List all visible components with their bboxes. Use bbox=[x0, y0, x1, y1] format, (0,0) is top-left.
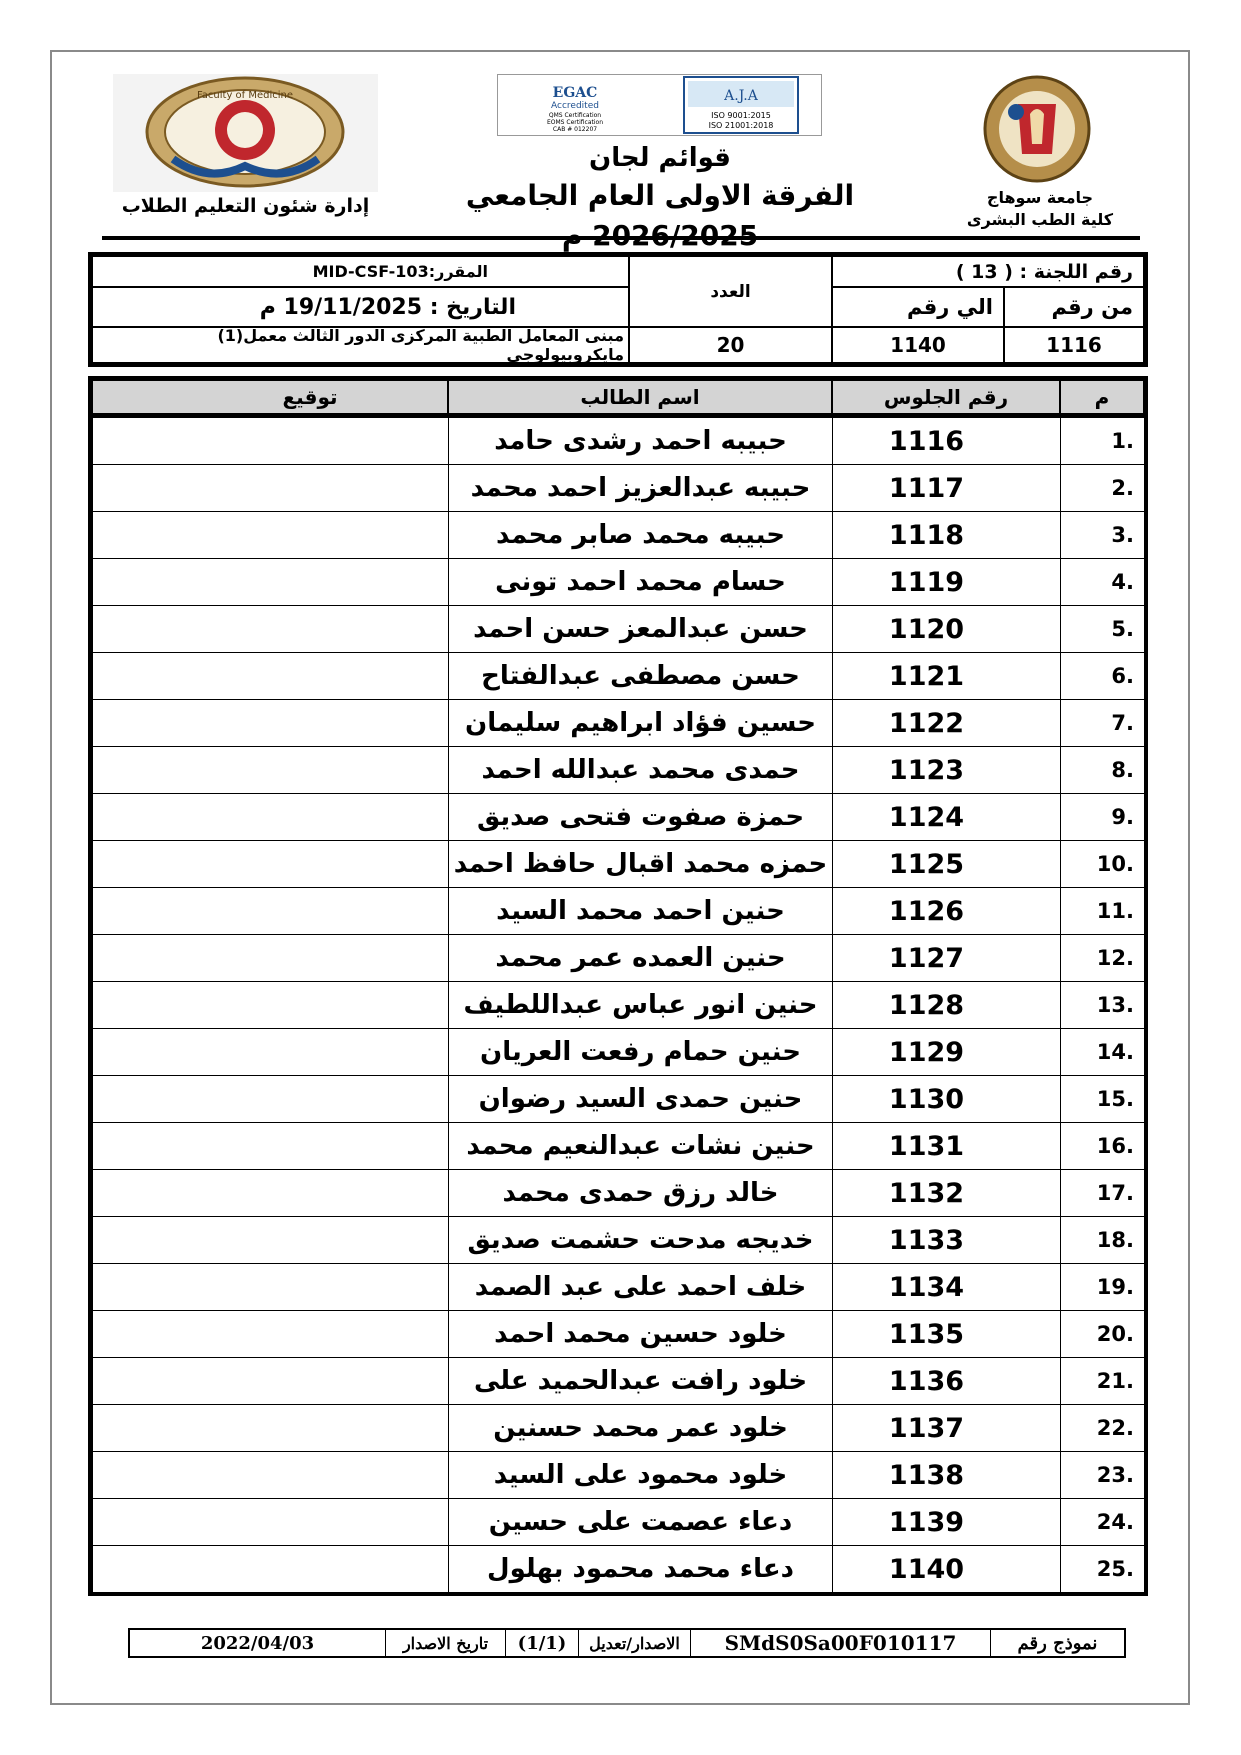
table-row bbox=[92, 512, 1144, 559]
signature-cell bbox=[92, 1452, 448, 1499]
table-row bbox=[92, 747, 1144, 794]
committee-number: رقم اللجنة : ( 13 ) bbox=[832, 256, 1144, 287]
table-row bbox=[92, 700, 1144, 747]
exam-location: مبنى المعامل الطبية المركزى الدور الثالث معمل(1) مايكروبيولوجى bbox=[92, 327, 629, 363]
student-name: حمزة صفوت فتحى صديق bbox=[448, 794, 832, 841]
table-row bbox=[92, 606, 1144, 653]
university-name bbox=[960, 187, 1120, 231]
signature-cell bbox=[92, 606, 448, 653]
svg-text:Accredited: Accredited bbox=[551, 101, 599, 111]
table-row bbox=[92, 1311, 1144, 1358]
sign-header-label: توقيع bbox=[282, 385, 338, 409]
table-row bbox=[92, 653, 1144, 700]
row-number: 6. bbox=[1060, 653, 1144, 700]
student-name: حمدى محمد عبدالله احمد bbox=[448, 747, 832, 794]
signature-cell bbox=[92, 1123, 448, 1170]
from-value: 1116 bbox=[1004, 327, 1144, 363]
seat-number: 1122 bbox=[832, 700, 1060, 747]
signature-cell bbox=[92, 1217, 448, 1264]
form-number: SMdS0Sa00F010117 bbox=[690, 1630, 990, 1656]
row-number: 7. bbox=[1060, 700, 1144, 747]
seat-number: 1131 bbox=[832, 1123, 1060, 1170]
table-row bbox=[92, 1217, 1144, 1264]
signature-cell bbox=[92, 512, 448, 559]
student-name: حبيبه عبدالعزيز احمد محمد bbox=[448, 465, 832, 512]
table-row bbox=[92, 982, 1144, 1029]
signature-cell bbox=[92, 935, 448, 982]
table-row bbox=[92, 1358, 1144, 1405]
course-label: المقرر: bbox=[428, 262, 488, 281]
table-row bbox=[92, 559, 1144, 606]
issue-date-value: 2022/04/03 bbox=[200, 1632, 315, 1654]
version-value: (1/1) bbox=[505, 1630, 578, 1656]
table-row bbox=[92, 1452, 1144, 1499]
table-row bbox=[92, 841, 1144, 888]
signature-cell bbox=[92, 1029, 448, 1076]
row-number: 21. bbox=[1060, 1358, 1144, 1405]
seat-number: 1118 bbox=[832, 512, 1060, 559]
student-name: حنين احمد محمد السيد bbox=[448, 888, 832, 935]
university-logo bbox=[978, 74, 1096, 184]
signature-cell bbox=[92, 841, 448, 888]
table-row bbox=[92, 1264, 1144, 1311]
table-row bbox=[92, 1029, 1144, 1076]
student-name: حنين حمدى السيد رضوان bbox=[448, 1076, 832, 1123]
form-label: نموذج رقم bbox=[990, 1630, 1124, 1656]
svg-text:CAB # 012207: CAB # 012207 bbox=[552, 126, 598, 133]
row-number: 13. bbox=[1060, 982, 1144, 1029]
form-footer bbox=[128, 1628, 1126, 1658]
seat-number: 1140 bbox=[832, 1546, 1060, 1593]
seat-number: 1116 bbox=[832, 418, 1060, 465]
student-name: خلود رافت عبدالحميد على bbox=[448, 1358, 832, 1405]
signature-cell bbox=[92, 1358, 448, 1405]
seat-number: 1117 bbox=[832, 465, 1060, 512]
department-name: إدارة شئون التعليم الطلاب bbox=[121, 195, 370, 217]
student-name: حنين العمده عمر محمد bbox=[448, 935, 832, 982]
count-label: العدد bbox=[629, 256, 832, 327]
seat-number: 1134 bbox=[832, 1264, 1060, 1311]
table-row bbox=[92, 888, 1144, 935]
student-name: حنين حمام رفعت العريان bbox=[448, 1029, 832, 1076]
student-list-table bbox=[88, 376, 1148, 1596]
seat-number: 1121 bbox=[832, 653, 1060, 700]
student-name: خديجه مدحت حشمت صديق bbox=[448, 1217, 832, 1264]
student-name: خلود حسين محمد احمد bbox=[448, 1311, 832, 1358]
seat-number: 1127 bbox=[832, 935, 1060, 982]
seat-number: 1136 bbox=[832, 1358, 1060, 1405]
exam-date: التاريخ : 19/11/2025 م bbox=[92, 287, 629, 327]
seat-number: 1135 bbox=[832, 1311, 1060, 1358]
title-line-1: قوائم لجان bbox=[589, 143, 731, 173]
count-value: 20 bbox=[629, 327, 832, 363]
signature-cell bbox=[92, 747, 448, 794]
signature-cell bbox=[92, 888, 448, 935]
committee-info-table bbox=[88, 252, 1148, 367]
seat-number: 1123 bbox=[832, 747, 1060, 794]
faculty-label: كلية الطب البشرى bbox=[966, 210, 1114, 229]
svg-text:EGAC: EGAC bbox=[552, 85, 598, 101]
seat-number: 1119 bbox=[832, 559, 1060, 606]
student-name: دعاء عصمت على حسين bbox=[448, 1499, 832, 1546]
header-divider bbox=[102, 236, 1140, 240]
signature-cell bbox=[92, 559, 448, 606]
from-label: من رقم bbox=[1004, 287, 1144, 327]
row-number: 11. bbox=[1060, 888, 1144, 935]
table-row bbox=[92, 1123, 1144, 1170]
signature-cell bbox=[92, 1076, 448, 1123]
title-line-2: الفرقة الاولى العام الجامعي bbox=[465, 179, 855, 212]
seat-number: 1133 bbox=[832, 1217, 1060, 1264]
student-name: دعاء محمد محمود بهلول bbox=[448, 1546, 832, 1593]
seat-number: 1129 bbox=[832, 1029, 1060, 1076]
seat-number: 1124 bbox=[832, 794, 1060, 841]
svg-text:A.J.A: A.J.A bbox=[724, 88, 758, 104]
table-row bbox=[92, 1170, 1144, 1217]
column-header-name: اسم الطالب bbox=[448, 380, 832, 414]
row-number: 17. bbox=[1060, 1170, 1144, 1217]
signature-cell bbox=[92, 1170, 448, 1217]
seat-number: 1125 bbox=[832, 841, 1060, 888]
student-name: حنين نشات عبدالنعيم محمد bbox=[448, 1123, 832, 1170]
seat-number: 1126 bbox=[832, 888, 1060, 935]
student-name: حمزه محمد اقبال حافظ احمد bbox=[448, 841, 832, 888]
seat-number: 1128 bbox=[832, 982, 1060, 1029]
university-label: جامعة سوهاج bbox=[986, 188, 1094, 207]
accreditation-badges bbox=[497, 74, 822, 136]
column-header-sign bbox=[92, 380, 448, 414]
table-row bbox=[92, 418, 1144, 465]
row-number: 24. bbox=[1060, 1499, 1144, 1546]
svg-text:ISO 9001:2015: ISO 9001:2015 bbox=[711, 111, 771, 120]
seat-number: 1132 bbox=[832, 1170, 1060, 1217]
svg-text:Faculty of Medicine: Faculty of Medicine bbox=[196, 90, 294, 101]
row-number: 23. bbox=[1060, 1452, 1144, 1499]
table-row bbox=[92, 1499, 1144, 1546]
student-name: خالد رزق حمدى محمد bbox=[448, 1170, 832, 1217]
course-row bbox=[92, 256, 629, 287]
signature-cell bbox=[92, 1264, 448, 1311]
row-number: 18. bbox=[1060, 1217, 1144, 1264]
row-number: 4. bbox=[1060, 559, 1144, 606]
signature-cell bbox=[92, 653, 448, 700]
row-number: 9. bbox=[1060, 794, 1144, 841]
row-number: 15. bbox=[1060, 1076, 1144, 1123]
student-name: حسن مصطفى عبدالفتاح bbox=[448, 653, 832, 700]
table-row bbox=[92, 1076, 1144, 1123]
row-number: 16. bbox=[1060, 1123, 1144, 1170]
student-name: حنين انور عباس عبداللطيف bbox=[448, 982, 832, 1029]
seat-number: 1137 bbox=[832, 1405, 1060, 1452]
signature-cell bbox=[92, 418, 448, 465]
signature-cell bbox=[92, 794, 448, 841]
seat-number: 1120 bbox=[832, 606, 1060, 653]
student-name: حبيبه محمد صابر محمد bbox=[448, 512, 832, 559]
row-number: 12. bbox=[1060, 935, 1144, 982]
student-name: خلود محمود على السيد bbox=[448, 1452, 832, 1499]
issue-date-label: تاريخ الاصدار bbox=[385, 1630, 505, 1656]
signature-cell bbox=[92, 1499, 448, 1546]
row-number: 22. bbox=[1060, 1405, 1144, 1452]
table-row bbox=[92, 794, 1144, 841]
svg-text:QMS Certification: QMS Certification bbox=[548, 112, 602, 119]
signature-cell bbox=[92, 1405, 448, 1452]
student-name: حسام محمد احمد تونى bbox=[448, 559, 832, 606]
row-number: 2. bbox=[1060, 465, 1144, 512]
svg-text:EOMS Certification: EOMS Certification bbox=[546, 119, 604, 126]
seat-number: 1130 bbox=[832, 1076, 1060, 1123]
column-header-seat: رقم الجلوس bbox=[832, 380, 1060, 414]
svg-text:ISO 21001:2018: ISO 21001:2018 bbox=[708, 121, 774, 130]
table-row bbox=[92, 1405, 1144, 1452]
faculty-logo bbox=[113, 74, 378, 192]
table-row bbox=[92, 935, 1144, 982]
row-number: 20. bbox=[1060, 1311, 1144, 1358]
row-number: 1. bbox=[1060, 418, 1144, 465]
version-label: الاصدار/تعديل bbox=[578, 1630, 690, 1656]
student-name: خلود عمر محمد حسنين bbox=[448, 1405, 832, 1452]
column-header-num: م bbox=[1060, 380, 1144, 414]
student-name: حبيبه احمد رشدى حامد bbox=[448, 418, 832, 465]
seat-number: 1138 bbox=[832, 1452, 1060, 1499]
row-number: 19. bbox=[1060, 1264, 1144, 1311]
to-value: 1140 bbox=[832, 327, 1004, 363]
row-number: 14. bbox=[1060, 1029, 1144, 1076]
table-row bbox=[92, 1546, 1144, 1593]
row-number: 10. bbox=[1060, 841, 1144, 888]
to-label: الي رقم bbox=[832, 287, 1004, 327]
signature-cell bbox=[92, 700, 448, 747]
row-number: 8. bbox=[1060, 747, 1144, 794]
student-name: حسن عبدالمعز حسن احمد bbox=[448, 606, 832, 653]
signature-cell bbox=[92, 982, 448, 1029]
student-name: خلف احمد على عبد الصمد bbox=[448, 1264, 832, 1311]
seat-number: 1139 bbox=[832, 1499, 1060, 1546]
row-number: 5. bbox=[1060, 606, 1144, 653]
signature-cell bbox=[92, 1311, 448, 1358]
student-name: حسين فؤاد ابراهيم سليمان bbox=[448, 700, 832, 747]
signature-cell bbox=[92, 1546, 448, 1593]
course-code: MID-CSF-103 bbox=[312, 262, 429, 281]
signature-cell bbox=[92, 465, 448, 512]
row-number: 25. bbox=[1060, 1546, 1144, 1593]
row-number: 3. bbox=[1060, 512, 1144, 559]
table-row bbox=[92, 465, 1144, 512]
